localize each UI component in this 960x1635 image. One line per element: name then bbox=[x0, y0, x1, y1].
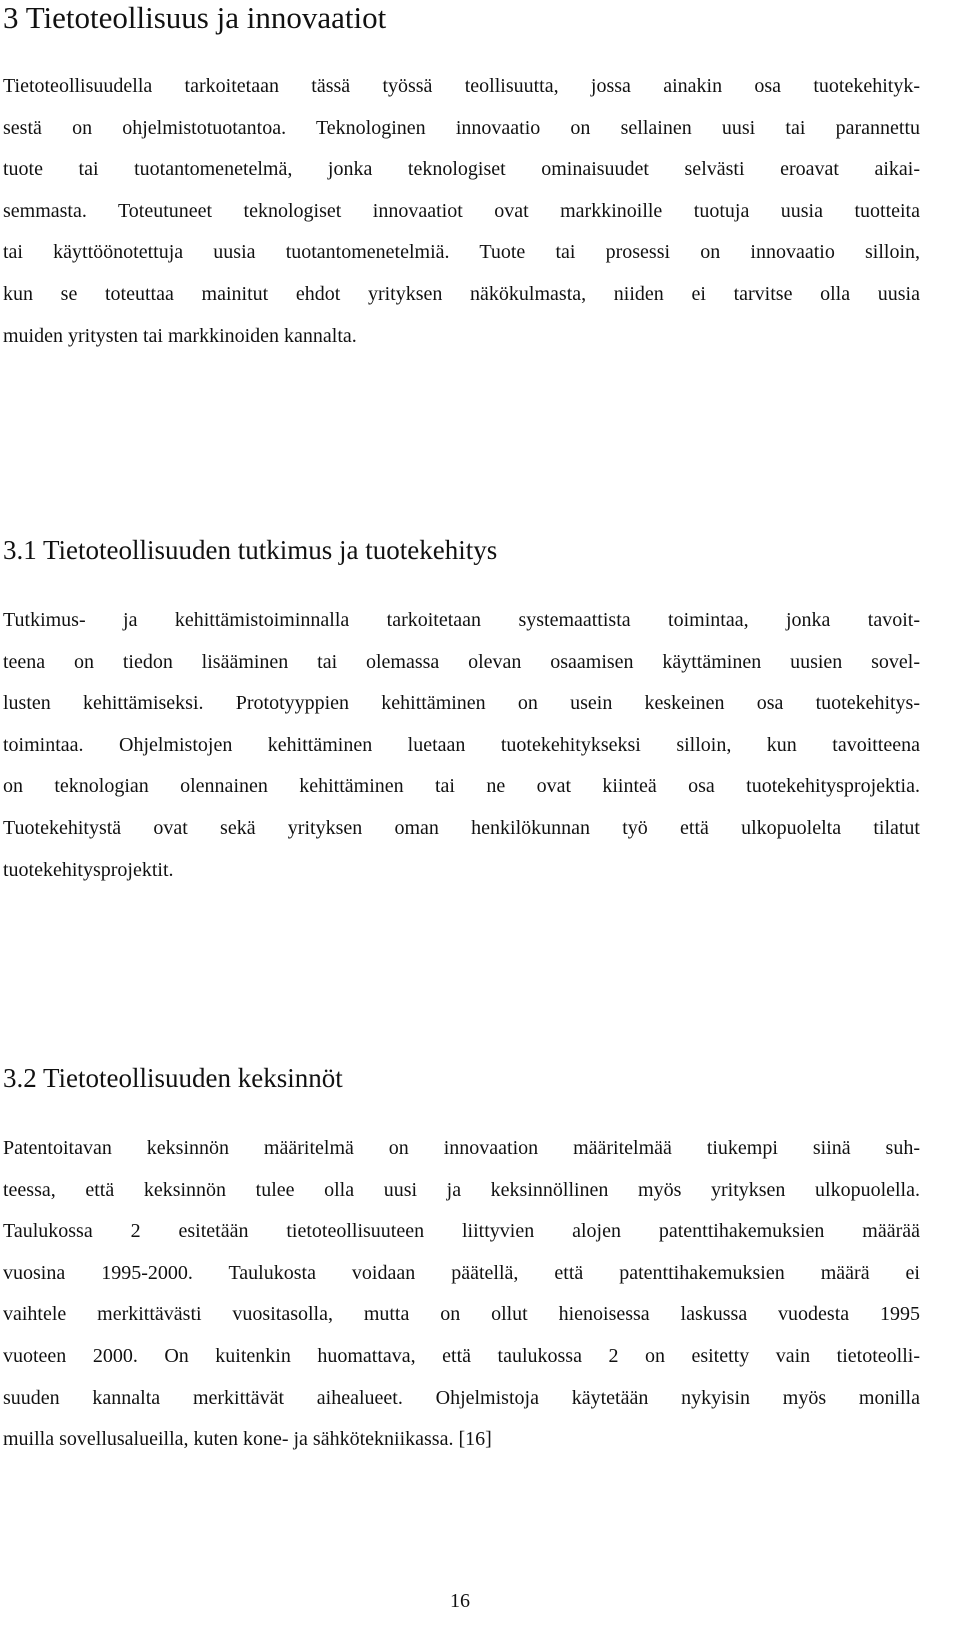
paragraph-line: teena on tiedon lisääminen tai olemassa olevan osaamisen käyttäminen uusien sovel- bbox=[3, 650, 920, 673]
section-3-1-paragraph bbox=[3, 600, 920, 891]
paragraph-line: Tuotekehitystä ovat sekä yrityksen oman henkilökunnan työ että ulkopuolelta tilatut bbox=[3, 816, 920, 839]
section-heading-3-2: 3.2 Tietoteollisuuden keksinnöt bbox=[3, 1063, 343, 1093]
paragraph-line: tai käyttöönotettuja uusia tuotantomenetelmiä. Tuote tai prosessi on innovaatio silloin, bbox=[3, 241, 920, 264]
paragraph-line: tuotekehitysprojektit. bbox=[3, 858, 174, 881]
paragraph-line: muiden yritysten tai markkinoiden kannalta. bbox=[3, 324, 357, 347]
section-heading-3-1: 3.1 Tietoteollisuuden tutkimus ja tuotekehitys bbox=[3, 535, 498, 565]
paragraph-line: on teknologian olennainen kehittäminen tai ne ovat kiinteä osa tuotekehitysprojektia. bbox=[3, 775, 920, 798]
paragraph-line: lusten kehittämiseksi. Prototyyppien kehittäminen on usein keskeinen osa tuotekehitys- bbox=[3, 692, 920, 715]
paragraph-line: vuoteen 2000. On kuitenkin huomattava, että taulukossa 2 on esitetty vain tietoteolli- bbox=[3, 1344, 920, 1367]
paragraph-line: vaihtele merkittävästi vuositasolla, mutta on ollut hienoisessa laskussa vuodesta 1995 bbox=[3, 1303, 920, 1326]
paragraph-line: semmasta. Toteutuneet teknologiset innovaatiot ovat markkinoille tuotuja uusia tuotteita bbox=[3, 199, 920, 222]
paragraph-line: Tietoteollisuudella tarkoitetaan tässä työssä teollisuutta, jossa ainakin osa tuotekehityk- bbox=[3, 75, 920, 97]
paragraph-line: toimintaa. Ohjelmistojen kehittäminen luetaan tuotekehitykseksi silloin, kun tavoitteena bbox=[3, 733, 920, 756]
paragraph-line: suuden kannalta merkittävät aihealueet. Ohjelmistoja käytetään nykyisin myös monilla bbox=[3, 1386, 920, 1409]
paragraph-line: sestä on ohjelmistotuotantoa. Teknologinen innovaatio on sellainen uusi tai parannettu bbox=[3, 116, 920, 139]
page-number: 16 bbox=[450, 1590, 470, 1612]
paragraph-line: Taulukossa 2 esitetään tietoteollisuuteen liittyvien alojen patenttihakemuksien määrää bbox=[3, 1220, 920, 1243]
section-3-2-paragraph bbox=[3, 1128, 920, 1461]
paragraph-line: vuosina 1995-2000. Taulukosta voidaan päätellä, että patenttihakemuksien määrä ei bbox=[3, 1261, 920, 1284]
chapter-heading: 3 Tietoteollisuus ja innovaatiot bbox=[3, 0, 387, 35]
paragraph-line: teessa, että keksinnön tulee olla uusi ja keksinnöllinen myös yrityksen ulkopuolella. bbox=[3, 1178, 920, 1201]
paragraph-line: kun se toteuttaa mainitut ehdot yrityksen näkökulmasta, niiden ei tarvitse olla uusia bbox=[3, 282, 920, 305]
paragraph-line: muilla sovellusalueilla, kuten kone- ja sähkötekniikassa. [16] bbox=[3, 1428, 492, 1451]
paragraph-line: Patentoitavan keksinnön määritelmä on innovaation määritelmää tiukempi siinä suh- bbox=[3, 1137, 920, 1159]
intro-paragraph bbox=[3, 66, 920, 357]
paragraph-line: tuote tai tuotantomenetelmä, jonka teknologiset ominaisuudet selvästi eroavat aikai- bbox=[3, 158, 920, 181]
paragraph-line: Tutkimus- ja kehittämistoiminnalla tarkoitetaan systemaattista toimintaa, jonka tavoit- bbox=[3, 609, 920, 631]
